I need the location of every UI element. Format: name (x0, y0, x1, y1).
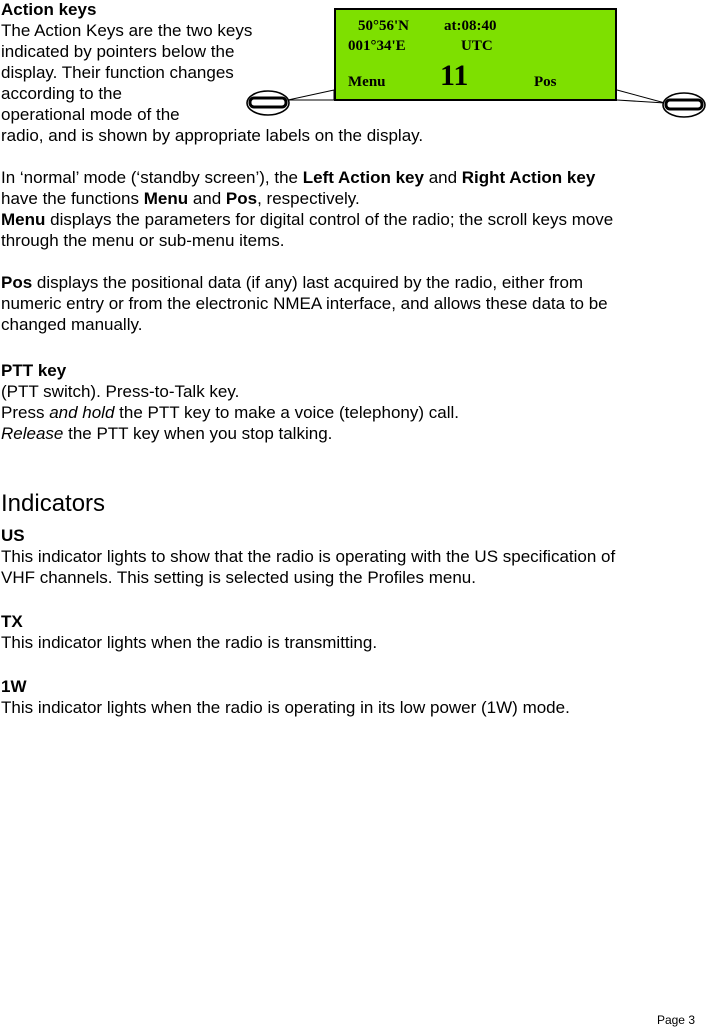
us-indicator-line-2: VHF channels. This setting is selected using the Profiles menu. (1, 568, 476, 587)
ptt-key-title: PTT key (1, 361, 67, 380)
intro-line-6: radio, and is shown by appropriate labels on the display. (1, 126, 424, 145)
intro-line-3: display. Their function changes (1, 63, 234, 82)
ptt-line-3: Release the PTT key when you stop talking. (1, 424, 333, 443)
right-action-key-icon (663, 93, 705, 117)
left-action-key-icon (247, 91, 289, 115)
action-keys-title: Action keys (1, 0, 97, 19)
ptt-line-1: (PTT switch). Press-to-Talk key. (1, 382, 240, 401)
indicators-heading: Indicators (1, 490, 106, 517)
lcd-time: at:08:40 (444, 18, 497, 34)
pos-description-line-3: changed manually. (1, 315, 143, 334)
pos-description-line-2: numeric entry or from the electronic NMEA interface, and allows these data to be (1, 294, 608, 313)
menu-description-line-1: Menu displays the parameters for digital control of the radio; the scroll keys move (1, 210, 614, 229)
intro-line-2: indicated by pointers below the (1, 42, 235, 61)
page-number: Page 3 (656, 1013, 695, 1027)
ptt-line-2: Press and hold the PTT key to make a voice (telephony) call. (1, 403, 459, 422)
lcd-menu-label: Menu (348, 74, 386, 90)
normal-mode-line-2: have the functions Menu and Pos, respectively. (1, 189, 360, 208)
tx-indicator-line-1: This indicator lights when the radio is transmitting. (1, 633, 378, 652)
lcd-latitude: 50°56'N (358, 18, 409, 34)
intro-line-4: according to the (1, 84, 122, 103)
1w-indicator-title: 1W (1, 677, 27, 696)
lcd-longitude: 001°34'E (348, 38, 406, 54)
menu-description-line-2: through the menu or sub-menu items. (1, 231, 285, 250)
us-indicator-title: US (1, 526, 25, 545)
lcd-channel: 11 (440, 59, 469, 92)
lcd-pos-label: Pos (534, 74, 557, 90)
us-indicator-line-1: This indicator lights to show that the radio is operating with the US specification of (1, 547, 616, 566)
intro-line-1: The Action Keys are the two keys (1, 21, 253, 40)
left-pointer-line (288, 90, 334, 100)
normal-mode-line-1: In ‘normal’ mode (‘standby screen’), the Left Action key and Right Action key (1, 168, 596, 187)
tx-indicator-title: TX (1, 612, 23, 631)
intro-line-5: operational mode of the (1, 105, 180, 124)
lcd-timezone: UTC (461, 38, 493, 54)
1w-indicator-line-1: This indicator lights when the radio is operating in its low power (1W) mode. (1, 698, 570, 717)
pos-description-line-1: Pos displays the positional data (if any) last acquired by the radio, either from (1, 273, 584, 292)
